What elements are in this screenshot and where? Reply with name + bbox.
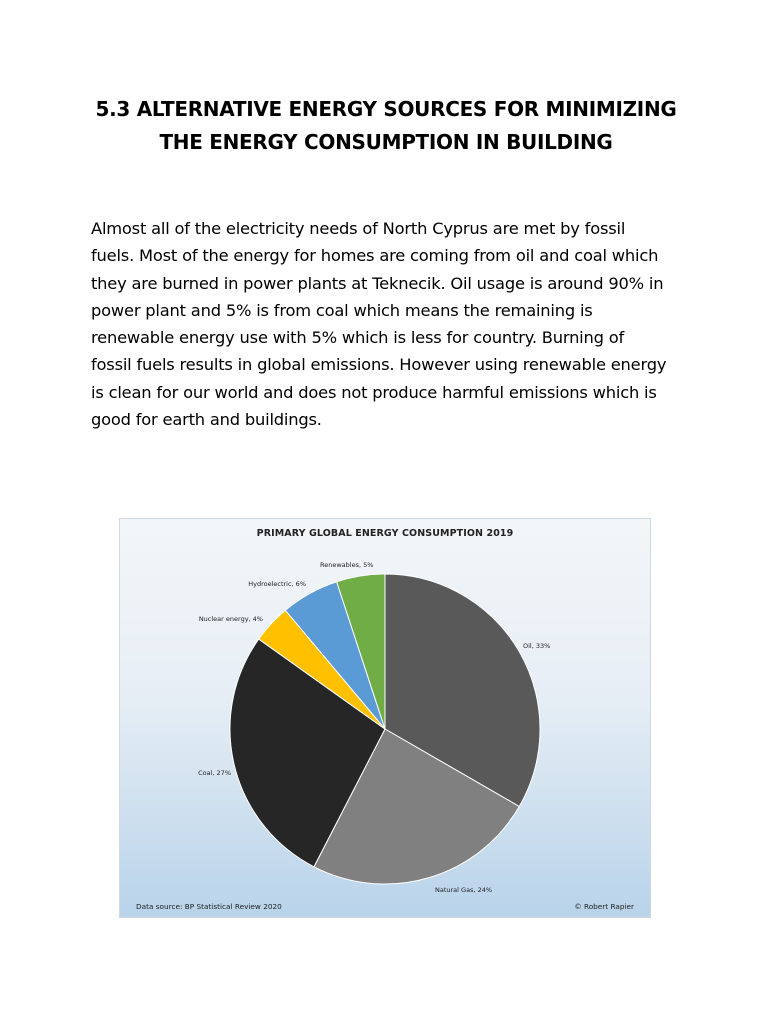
slice-label-nuclear-energy: Nuclear energy, 4% bbox=[198, 615, 263, 623]
pie-chart-figure bbox=[119, 518, 651, 918]
heading-line: THE ENERGY CONSUMPTION IN BUILDING bbox=[159, 130, 613, 154]
slice-label-oil: Oil, 33% bbox=[523, 642, 551, 650]
paragraph-line: good for earth and buildings. bbox=[91, 410, 322, 430]
slice-label-natural-gas: Natural Gas, 24% bbox=[435, 886, 493, 894]
slice-label-coal: Coal, 27% bbox=[198, 769, 231, 777]
paragraph-line: power plant and 5% is from coal which means the remaining is bbox=[91, 300, 593, 320]
paragraph-line: renewable energy use with 5% which is less for country. Burning of bbox=[91, 328, 625, 348]
paragraph-line: Almost all of the electricity needs of North Cyprus are met by fossil bbox=[91, 219, 626, 238]
pie-chart bbox=[120, 519, 650, 917]
chart-credit: © Robert Rapier bbox=[574, 902, 634, 911]
chart-source: Data source: BP Statistical Review 2020 bbox=[136, 902, 282, 911]
paragraph-line: they are burned in power plants at Teknecik. Oil usage is around 90% in bbox=[91, 273, 664, 293]
heading-line: 5.3 ALTERNATIVE ENERGY SOURCES FOR MINIMIZING bbox=[95, 97, 677, 121]
slice-label-hydroelectric: Hydroelectric, 6% bbox=[248, 580, 306, 588]
section-heading bbox=[60, 93, 712, 159]
slice-label-renewables: Renewables, 5% bbox=[320, 561, 374, 569]
chart-title: PRIMARY GLOBAL ENERGY CONSUMPTION 2019 bbox=[256, 528, 514, 539]
paragraph-line: fuels. Most of the energy for homes are coming from oil and coal which bbox=[91, 246, 659, 266]
paragraph-line: is clean for our world and does not produce harmful emissions which is bbox=[91, 382, 657, 402]
body-paragraph bbox=[91, 215, 691, 433]
paragraph-line: fossil fuels results in global emissions. However using renewable energy bbox=[91, 355, 667, 375]
